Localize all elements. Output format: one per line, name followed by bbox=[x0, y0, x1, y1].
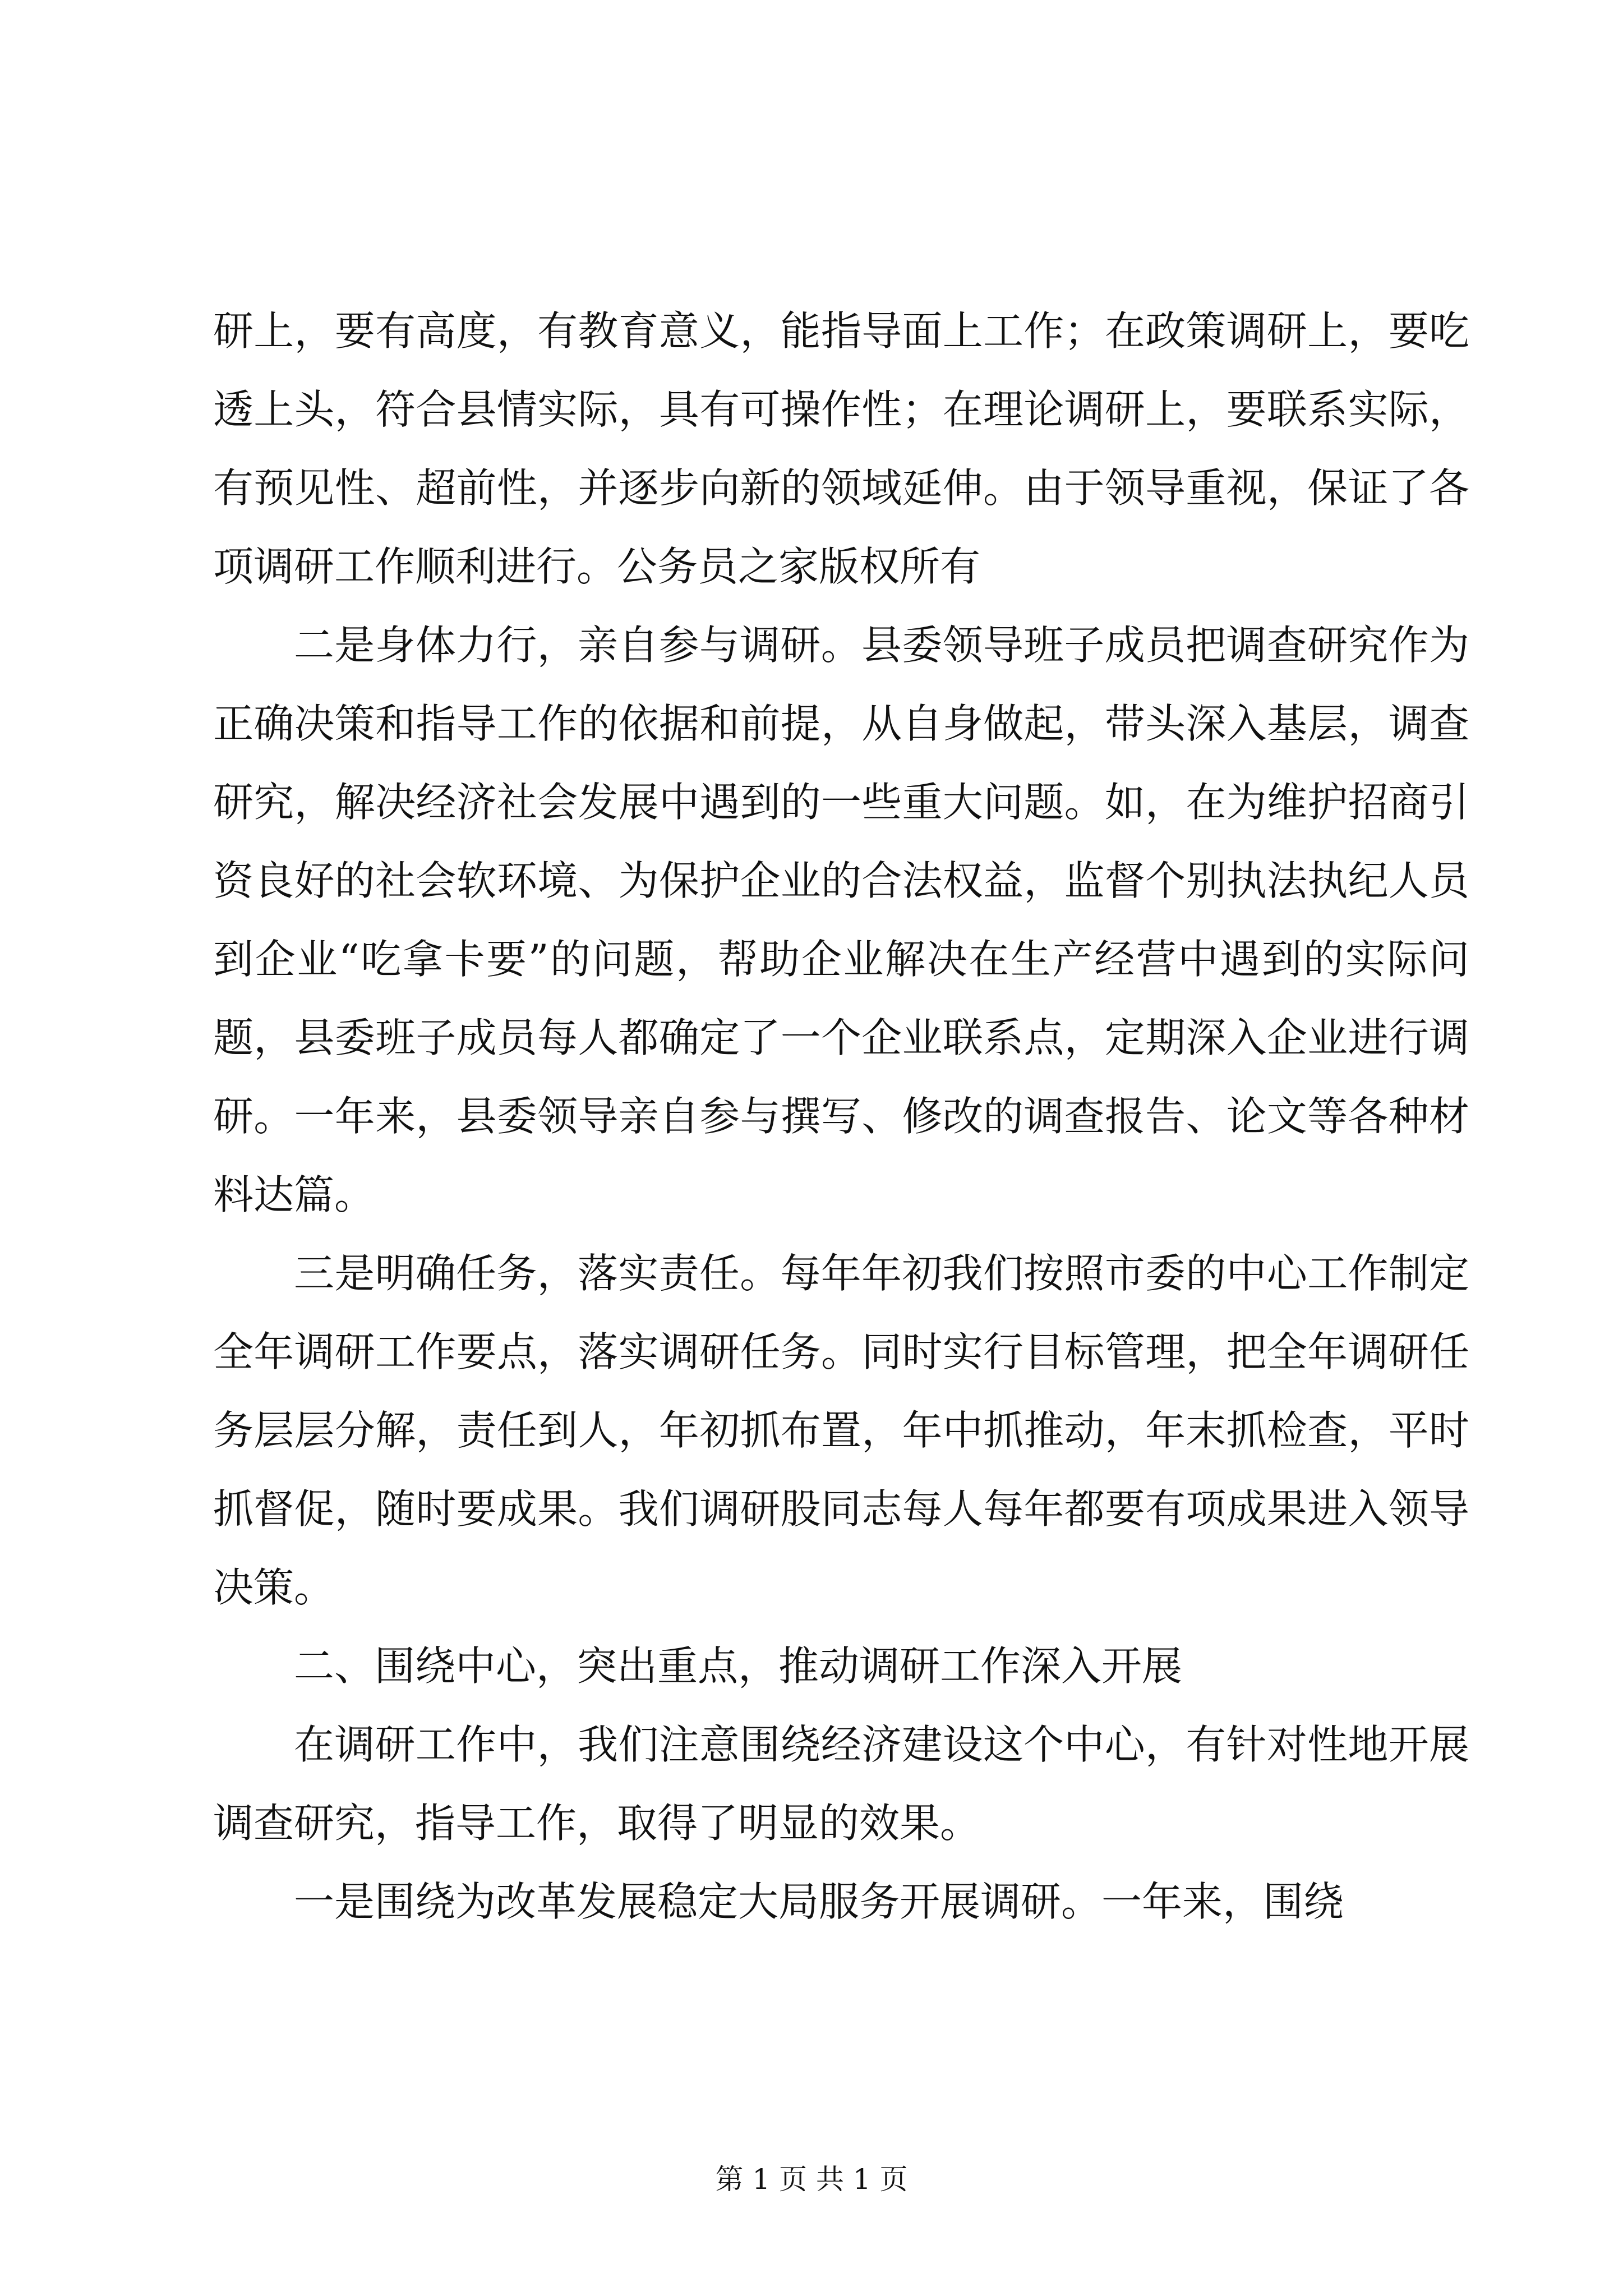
section-heading: 二、围绕中心，突出重点，推动调研工作深入开展 bbox=[294, 1642, 1183, 1690]
paragraph-personal-participation: 二是身体力行，亲自参与调研。县委领导班子成员把调查研究作为正确决策和指导工作的依据和前提，从自身做起，带头深入基层，调查研究，解决经济社会发展中遇到的一些重大问题。如，在为维护招商引资良好的社会软环境、为保护企业的合法权益，监督个别执法执纪人员到企业“吃拿卡要”的问题，帮助企业解决在生产经营中遇到的实际问题，县委班子成员每人都确定了一个企业联系点，定期深入企业进行调研。一年来，县委领导亲自参与撰写、修改的调查报告、论文等各种材料达篇。 bbox=[213, 622, 1469, 1218]
paragraph-section-intro: 在调研工作中，我们注意围绕经济建设这个中心，有针对性地开展调查研究，指导工作，取得了明显的效果。 bbox=[213, 1721, 1469, 1847]
document-body bbox=[213, 292, 1469, 1941]
page-footer: 第 1 页 共 1 页 bbox=[715, 2163, 908, 2196]
paragraph-clarify-tasks: 三是明确任务，落实责任。每年年初我们按照市委的中心工作制定全年调研工作要点，落实调研任务。同时实行目标管理，把全年调研任务层层分解，责任到人，年初抓布置，年中抓推动，年末抓检查，平时抓督促，随时要成果。我们调研股同志每人每年都要有项成果进入领导决策。 bbox=[213, 1250, 1469, 1611]
paragraph-continuation: 研上，要有高度，有教育意义，能指导面上工作；在政策调研上，要吃透上头，符合县情实际，具有可操作性；在理论调研上，要联系实际，有预见性、超前性，并逐步向新的领域延伸。由于领导重视，保证了各项调研工作顺利进行。公务员之家版权所有 bbox=[213, 307, 1469, 590]
paragraph-reform-research: 一是围绕为改革发展稳定大局服务开展调研。一年来，围绕 bbox=[294, 1878, 1344, 1925]
